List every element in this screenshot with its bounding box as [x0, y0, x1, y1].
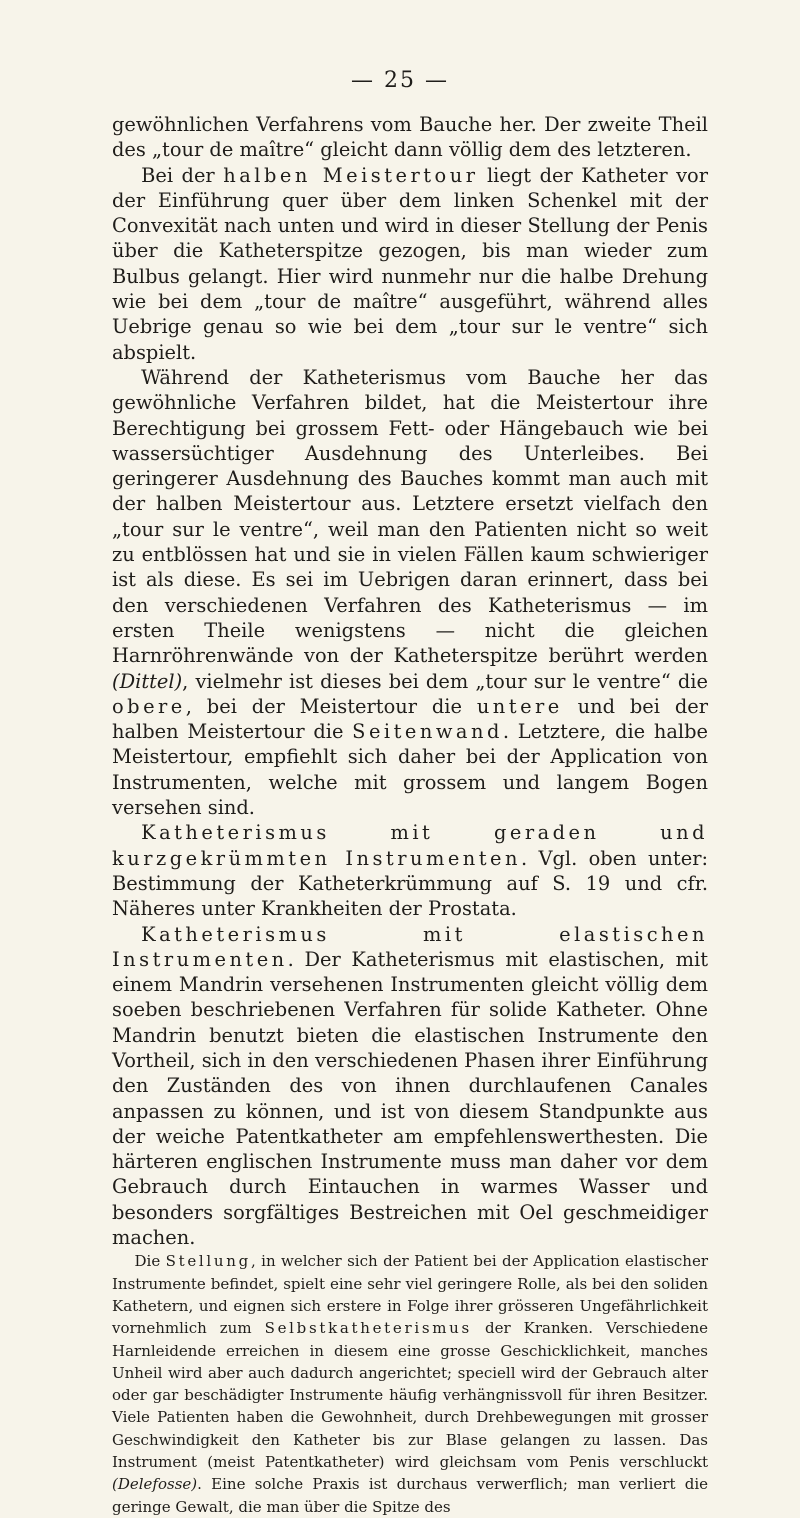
- text-run: , in welcher sich der Patient bei der Application elastischer Instrumente befindet, spielt eine sehr viel geringere Rolle, als bei den soliden Kathetern, und eignen sich erstere in Folge ihrer grösseren Ungefährlichkeit vornehmlich zum: [112, 1252, 708, 1338]
- text-run: Stellung: [165, 1252, 251, 1271]
- text-run: Die: [134, 1252, 166, 1271]
- text-run: Selbstkatheterismus: [264, 1319, 472, 1338]
- text-run: , vielmehr ist dieses bei dem „tour sur le ventre“ die: [182, 669, 708, 693]
- text-run: liegt der Katheter vor der Einführung quer über dem linken Schenkel mit der Convexität nach unten und wird in dieser Stellung der Penis über die Katheterspitze gezogen, bis man wieder zum Bulbus gelangt. Hier wird nunmehr nur die halbe Drehung wie bei dem „tour de maître“ ausgeführt, während alles Uebrige genau so wie bei dem „tour sur le ventre“ sich abspielt.: [112, 163, 709, 364]
- paragraph-3: [112, 365, 708, 820]
- text-run: Katheterismus mit geraden und kurzgekrümmten Instrumenten: [112, 821, 708, 870]
- text-run: gewöhnlichen Verfahrens vom Bauche her. Der zweite Theil des „tour de maître“ gleicht dann völlig dem des letzteren.: [112, 113, 708, 162]
- text-run: Bei der: [141, 163, 224, 187]
- text-run: und bei der halben Meistertour die: [112, 694, 708, 744]
- text-run: . Der Katheterismus mit elastischen, mit einem Mandrin versehenen Instrumenten gleicht völlig dem soeben beschriebenen Verfahren für solide Katheter. Ohne Mandrin benutzt bieten die elastischen Instrumente den Vortheil, sich in den verschiedenen Phasen ihrer Einführung den Zuständen des von ihnen durchlaufenen Canales anpassen zu können, und ist von diesem Standpunkte aus der weiche Patentkatheter am empfehlenswerthesten. Die härteren englischen Instrumente muss man daher vor dem Gebrauch durch Eintauchen in warmes Wasser und besonders sorgfältiges Bestreichen mit Oel geschmeidiger machen.: [112, 947, 708, 1250]
- paragraph-1: [112, 112, 708, 163]
- paragraph-6-small-print: [112, 1250, 708, 1518]
- text-run: halben Meistertour: [223, 163, 479, 187]
- text-run: der Kranken. Verschiedene Harnleidende erreichen in diesem eine grosse Geschicklichkeit, manches Unheil wird aber auch dadurch angerichtet; speciell wird der Gebrauch alter oder gar beschädigter Instrumente häufig verhängnissvoll für ihren Besitzer. Viele Patienten haben die Gewohnheit, durch Drehbewegungen mit grosser Geschwindigkeit den Katheter bis zur Blase gelangen zu lassen. Das Instrument (meist Patentkatheter) wird gleichsam vom Penis verschluckt: [112, 1319, 708, 1472]
- text-run: (Dittel): [112, 669, 183, 693]
- page-number: — 25 —: [351, 68, 449, 93]
- text-run: . Eine solche Praxis ist durchaus verwerflich; man verliert die geringe Gewalt, die man über die Spitze des: [112, 1475, 708, 1516]
- text-run: , bei der Meistertour die: [185, 694, 477, 718]
- text-run: Während der Katheterismus vom Bauche her das gewöhnliche Verfahren bildet, hat die Meistertour ihre Berechtigung bei grossem Fett- oder Hängebauch wie bei wassersüchtiger Ausdehnung des Unterleibes. Bei geringerer Ausdehnung des Bauches kommt man auch mit der halben Meistertour aus. Letztere ersetzt vielfach den „tour sur le ventre“, weil man den Patienten nicht so weit zu entblössen hat und sie in vielen Fällen kaum schwieriger ist als diese. Es sei im Uebrigen daran erinnert, dass bei den verschiedenen Verfahren des Katheterismus — im ersten Theile wenigstens — nicht die gleichen Harnröhrenwände von der Katheterspitze berührt werden: [112, 365, 708, 668]
- body-text: [112, 112, 708, 1518]
- text-run: untere: [476, 694, 563, 718]
- text-run: (Delefosse): [112, 1475, 198, 1494]
- text-run: . Letztere, die halbe Meistertour, empfiehlt sich daher bei der Application von Instrumenten, welche mit grossem und langem Bogen versehen sind.: [112, 720, 709, 820]
- text-run: Seitenwand: [352, 720, 503, 744]
- paragraph-5: [112, 922, 708, 1251]
- text-run: . Vgl. oben unter: Bestimmung der Katheterkrümmung auf S. 19 und cfr. Näheres unter Krankheiten der Prostata.: [112, 846, 708, 921]
- text-run: Katheterismus mit elastischen Instrumenten: [112, 922, 708, 971]
- paragraph-2: [112, 163, 708, 365]
- text-run: obere: [112, 694, 186, 718]
- paragraph-4: [112, 820, 708, 921]
